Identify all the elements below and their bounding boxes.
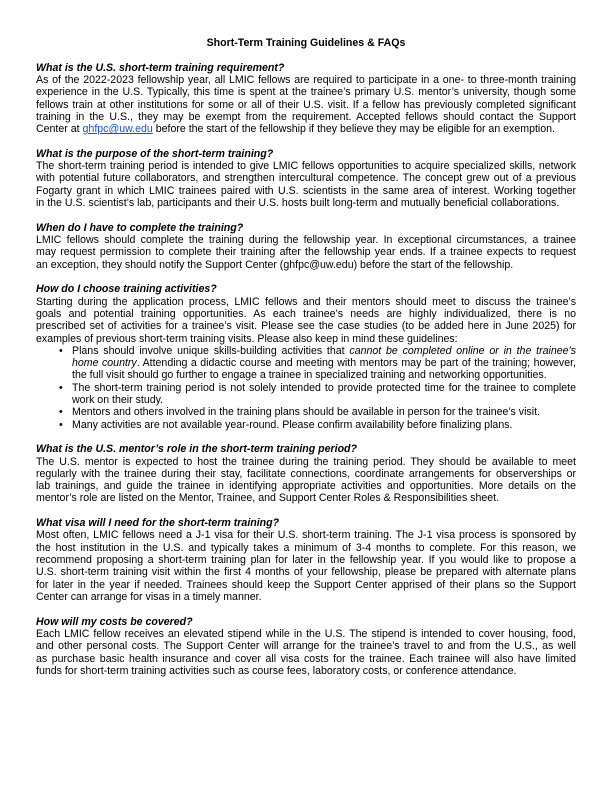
paragraph-line: lab trainings, and guide the trainee in identifying appropriate activities and opportunities. More details on the: [36, 480, 576, 493]
bullet-line: work on their study.: [72, 393, 164, 406]
paragraph-line: an exception, they should notify the Support Center (ghfpc@uw.edu) before the start of the fellowship.: [36, 258, 514, 271]
emphasis-text: home country: [72, 357, 137, 370]
document-page: [36, 37, 576, 689]
list-item: [36, 345, 576, 382]
paragraph-line: LMIC fellows should complete the training during the fellowship year. In exceptional circumstances, a trainee: [36, 234, 576, 247]
bullet-line: Mentors and others involved in the training plans should be available in person for the trainee’s visit.: [72, 406, 540, 419]
faq-section-mentor-role: [36, 443, 576, 504]
bullet-line: The short-term training period is not solely intended to provide protected time for the trainee to complete: [72, 381, 576, 394]
paragraph-line: The short-term training period is intended to give LMIC fellows opportunities to acquire specialized skills, network: [36, 160, 576, 173]
paragraph-line: goals and potential training opportunities. As each trainee’s needs are highly individualized, there is no: [36, 307, 576, 320]
paragraph-line: in the U.S. scientist’s lab, participants and their U.S. hosts built long-term and mutually beneficial collaborations.: [36, 197, 560, 210]
paragraph-line: experience in the U.S. Typically, this time is spent at the trainee’s primary U.S. mentor’s university, though some: [36, 86, 576, 99]
faq-question: What is the purpose of the short-term training?: [36, 147, 274, 160]
paragraph-line: Most often, LMIC fellows need a J-1 visa for their U.S. short-term training. The J-1 visa process is sponsored by: [36, 529, 576, 542]
faq-section-requirement: [36, 62, 576, 136]
paragraph-line: recommend proposing a short-term training plan for later in the fellowship year. If you would like to propose a: [36, 554, 576, 567]
paragraph-line: may request permission to complete their training after the fellowship year ends. If a trainee expects to request: [36, 246, 576, 259]
bullet-icon: •: [59, 418, 63, 431]
faq-section-visa: [36, 517, 576, 603]
faq-question: What is the U.S. short-term training requirement?: [36, 61, 285, 74]
paragraph-line: Fogarty grant in which LMIC trainees paired with U.S. scientists in the same area of interest. Working together: [36, 184, 576, 197]
paragraph-line: with potential future collaborators, and strengthen intercultural competence. The concept grew out of a previous: [36, 172, 576, 185]
document-title: Short-Term Training Guidelines & FAQs: [206, 37, 406, 49]
paragraph-line: mentor’s role are listed on the Mentor, Trainee, and Support Center Roles & Responsibilities sheet.: [36, 492, 500, 505]
faq-question: What is the U.S. mentor’s role in the short-term training period?: [36, 443, 357, 456]
text: . Attending a didactic course and meeting with mentors may be part of the training; however,: [136, 357, 576, 370]
faq-section-purpose: [36, 148, 576, 209]
bullet-line: [72, 345, 576, 357]
paragraph-line: for later in the year if needed. Trainees should keep the Support Center apprised of their plans so the Support: [36, 578, 576, 591]
paragraph-line: and other personal costs. The Support Center will arrange for the trainee’s travel to and from the U.S., as well: [36, 640, 576, 653]
paragraph-line: Starting during the application process, LMIC fellows and their mentors should meet to discuss the trainee’s: [36, 295, 576, 308]
list-item: [36, 419, 576, 431]
faq-section-costs: [36, 616, 576, 677]
bullet-icon: •: [59, 381, 63, 394]
paragraph-line: examples of previous short-term training visits. Please also keep in mind these guidelines:: [36, 332, 458, 345]
faq-question: How will my costs be covered?: [36, 615, 193, 628]
paragraph-line: funds for short-term training activities such as course fees, laboratory costs, or conference attendance.: [36, 664, 517, 677]
list-item: [36, 406, 576, 418]
paragraph-line: U.S. short-term training visit within the first 4 months of your fellowship, please be prepared with alternate plans: [36, 566, 576, 579]
text: Center at: [36, 123, 83, 136]
guidelines-list: [36, 345, 576, 431]
paragraph-line: The U.S. mentor is expected to host the trainee during the training period. They should be available to meet: [36, 455, 576, 468]
emphasis-text: cannot be completed online or in the trainee’s: [349, 344, 576, 357]
list-item: [36, 382, 576, 407]
email-link[interactable]: ghfpc@uw.edu: [82, 123, 153, 136]
bullet-line: [72, 357, 576, 369]
bullet-line: the full visit should go further to engage a trainee in specialized training and networking opportunities.: [72, 369, 547, 382]
paragraph-line: training in the U.S., they may be exempt from the requirement. Accepted fellows should contact the Support: [36, 110, 576, 123]
bullet-icon: •: [59, 344, 63, 357]
paragraph-line: As of the 2022-2023 fellowship year, all LMIC fellows are required to participate in a one- to three-month training: [36, 73, 576, 86]
paragraph-line: fellows train at other institutions for some or all of their U.S. visit. If a fellow has previously completed significant: [36, 98, 576, 111]
paragraph-line: [36, 123, 576, 135]
faq-question: How do I choose training activities?: [36, 283, 217, 296]
faq-question: What visa will I need for the short-term training?: [36, 517, 280, 530]
paragraph-line: as purchase basic health insurance and cover all visa costs for the trainee. Each trainee will also have limited: [36, 652, 576, 665]
faq-section-timing: [36, 222, 576, 271]
faq-question: When do I have to complete the training?: [36, 221, 244, 234]
bullet-icon: •: [59, 406, 63, 419]
paragraph-line: regularly with the trainee during their stay, facilitate connections, coordinate arrangements for observerships or: [36, 467, 576, 480]
paragraph-line: Center can arrange for visas in a timely manner.: [36, 590, 262, 603]
paragraph-line: prescribed set of activities for a trainee’s visit. Please see the case studies (to be added here in June 2025) for: [36, 320, 576, 333]
text: Plans should involve unique skills-building activities that: [72, 344, 350, 357]
text: before the start of the fellowship if they believe they may be eligible for an exemption.: [152, 123, 555, 136]
faq-section-activities: [36, 283, 576, 431]
paragraph-line: the host institution in the U.S. and typically takes a minimum of 3-4 months to complete. For this reason, we: [36, 541, 576, 554]
bullet-line: Many activities are not available year-round. Please confirm availability before finalizing plans.: [72, 418, 513, 431]
paragraph-line: Each LMIC fellow receives an elevated stipend while in the U.S. The stipend is intended to cover housing, food,: [36, 627, 576, 640]
